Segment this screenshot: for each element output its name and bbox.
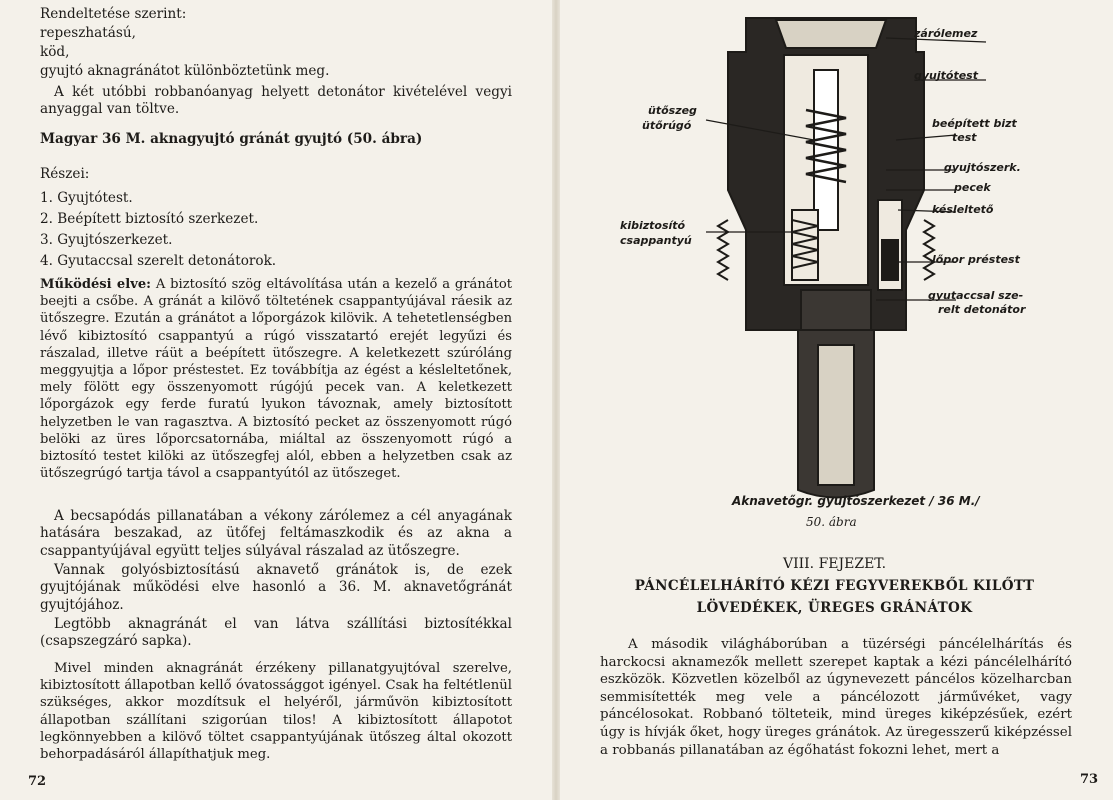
label-pecek: pecek [954,181,991,194]
label-kesleltető: késleltető [932,203,994,216]
parts-list-item: 2. Beépített biztosító szerkezet. [40,211,259,227]
label-utoszeg: ütőszeg [648,104,697,117]
label-gyutaccsal: gyutaccsal sze- [928,289,1024,302]
paragraph-explosive: A két utóbbi robbanóanyag helyett detonátor kivételével vegyi anyaggal van töltve. [40,84,512,118]
label-gyujtotest: gyujtótest [914,69,978,82]
label-utorugo: ütőrúgó [642,119,692,132]
stem-core [818,345,854,485]
paragraph-mukodes [40,276,512,482]
paragraph-legtobb: Legtöbb aknagránát el van látva szállítási biztosítékkal (csapszegzáró sapka). [40,616,512,650]
label-relt: relt detonátor [938,303,1026,316]
fuze-cross-section-figure [556,0,1113,500]
figure-number: 50. ábra [806,515,857,529]
label-kibiztosito: kibiztosító [620,219,686,232]
paragraph-masodik: A második világháborúban a tüzérségi páncélelhárítás és harckocsi aknamezők mellett szerepet kaptak a kézi páncélelhárító eszközök. Közvetlen közelből az úgynevezett páncélos közelharcban semmisítették meg vele a páncélozott járművéket, vagy páncélosokat. Robbanó tölteteik, mind üreges kiképzésűek, ezért úgy is hívják őket, hogy üreges gránátok. Az üregesszerű kiképzéssel a robbanás pillanatában az égőhatást fokozni lehet, mert a [600,637,1072,758]
intro-line: repeszhatású, [40,25,136,41]
page-number: 72 [28,774,47,789]
label-lopor: lőpor préstest [932,253,1020,266]
label-test: test [952,131,977,144]
right-page [556,0,1113,800]
figure-caption-title: Aknavetőgr. gyujtószerkezet / 36 M./ [732,494,980,508]
powder-pellet [882,240,898,280]
label-gyujtoszerk: gyujtószerk. [944,161,1021,174]
paragraph-mivel: Mivel minden aknagránát érzékeny pillanatgyujtóval szerelve, kibiztosított állapotban kellő óvatossággot igényel. Csak ha feltétlenül szükséges, akkor mozdítsuk el helyéről, járművön kibiztosított állapotban szállítani szigorúan tilos! A kibiztosított állapotot legkönnyebben a kilövő töltet csappantyújának ütőszeg által okozott behorpadásáról állapíthatjuk meg. [40,661,512,763]
parts-list-item: 3. Gyujtószerkezet. [40,232,173,248]
top-cap-recess [776,20,886,48]
parts-list-item: 4. Gyutaccsal szerelt detonátorok. [40,253,277,269]
mukodes-label: Működési elve: [40,277,151,292]
parts-title: Részei: [40,166,90,182]
intro-line: Rendeltetése szerint: [40,6,187,22]
left-page [0,0,556,800]
intro-line: gyujtó aknagránátot különböztetünk meg. [40,63,330,79]
mukodes-text: A biztosító szög eltávolítása után a kezelő a gránátot beejti a csőbe. A gránát a kilövő töltetének csappantyújával ráesik az ütőszegre. Ezután a gránátot a lőporgázok kilövik. A tehetetlenségben lévő kibiztosító csappantyú a rúgó visszatartó erejét legyűzi és rászalad, illetve ráüt a beépített ütőszegre. A keletkezett szúróláng meggyujtja a lőpor préstestet. Ez továbbítja az égést a késleltetőnek, mely fölött egy összenyomott rúgójú pecek van. A keletkezett lőporgázok egy ferde furatú lyukon távoznak, amely biztosított helyzetben le van ragasztva. A biztosító pecket az összenyomott rúgó belöki az üres lőporcsatornába, miáltal az összenyomott rúgó a biztosító testet kilöki az ütőszegfej alól, ebben a helyzetben csak az ütőszegrúgó tartja távol a csappantyútól az ütőszeget. [40,277,512,482]
firing-pin [814,70,838,230]
parts-list-item: 1. Gyujtótest. [40,190,133,206]
paragraph-golyos: Vannak golyósbiztosítású aknavető gránátok is, de ezek gyujtójának működési elve hasonló a 36. M. aknavetőgránát gyujtójához. [40,562,512,613]
label-csappantyu: csappantyú [620,234,692,247]
label-zarolemez: zárólemez [914,27,978,40]
paragraph-becsapodas: A becsapódás pillanatában a vékony zárólemez a cél anyagának hatására beszakad, az ütőfej feltámaszkodik és az akna a csappantyújával együtt teljes súlyával rászalad az ütőszegre. [40,508,512,559]
section-heading: Magyar 36 M. aknagyujtó gránát gyujtó (50. ábra) [40,131,423,147]
chapter-title-line-2: LÖVEDÉKEK, ÜREGES GRÁNÁTOK [696,600,973,616]
thread-left [718,220,728,280]
intro-line: köd, [40,44,70,60]
chapter-number: VIII. FEJEZET. [782,556,887,572]
page-number: 73 [1080,772,1099,787]
label-beepitett: beépített bizt [932,117,1017,130]
chapter-title-line-1: PÁNCÉLELHÁRÍTÓ KÉZI FEGYVEREKBŐL KILŐTT [634,578,1035,594]
thread-right [924,220,934,280]
